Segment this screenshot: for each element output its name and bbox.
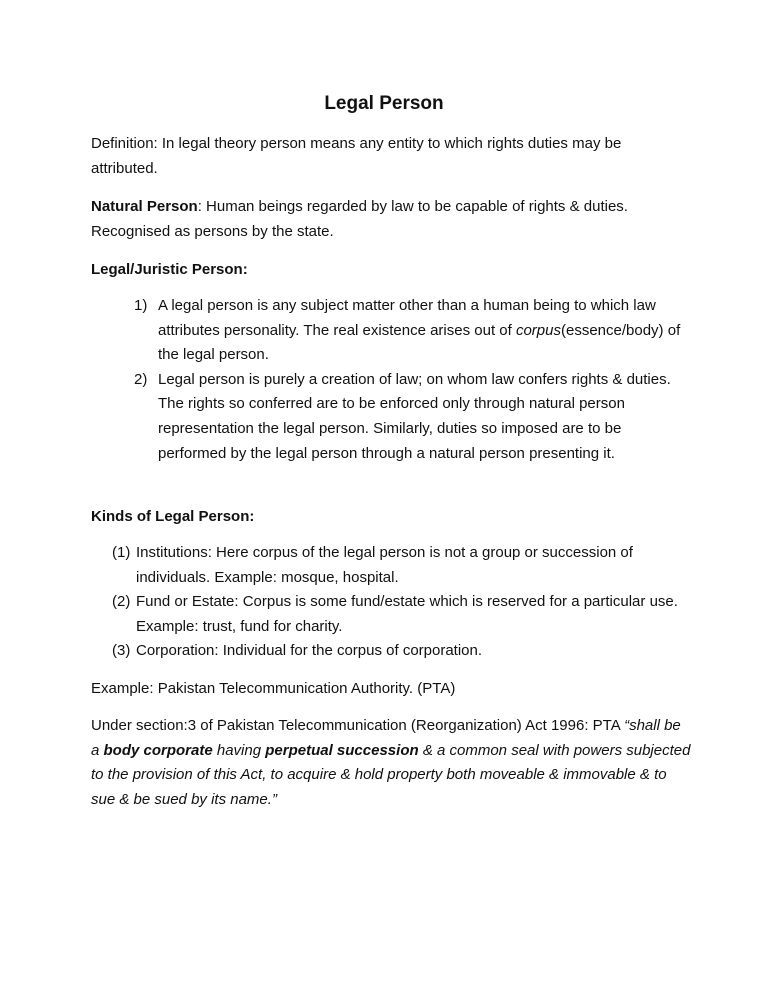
page-title: Legal Person	[324, 93, 444, 114]
section-intro: Under section:3 of Pakistan Telecommunication (Reorganization) Act 1996: PTA	[91, 717, 620, 734]
natural-person-label: Natural Person	[91, 198, 198, 215]
list-number: 1)	[134, 297, 148, 314]
quote-text: having	[212, 741, 266, 759]
example-paragraph: Example: Pakistan Telecommunication Authority. (PTA)	[91, 680, 456, 697]
quote-text: “shall be a	[91, 717, 681, 759]
list-text: A legal person is any subject matter other than a human being to which law attributes personality. The real existence arises out of	[158, 297, 656, 339]
list-text: Corporation: Individual for the corpus of corporation.	[136, 642, 483, 660]
natural-person-paragraph	[91, 195, 691, 244]
list-item	[91, 368, 691, 466]
list-emphasis: corpus	[515, 321, 561, 339]
list-text: (essence/body) of the legal person.	[158, 321, 681, 364]
list-item	[91, 294, 691, 368]
quote-bold-term: body corporate	[103, 741, 213, 759]
list-number: (3)	[112, 642, 131, 660]
definition-text: : In legal theory person means any entity to which rights duties may be attributed.	[91, 135, 622, 177]
juristic-heading: Legal/Juristic Person:	[91, 261, 248, 278]
list-item	[91, 541, 691, 590]
natural-person-text: : Human beings regarded by law to be capable of rights & duties. Recognised as persons by the state.	[91, 198, 628, 240]
list-number: (2)	[112, 593, 131, 611]
list-number: 2)	[134, 370, 148, 388]
quote-bold-term: perpetual succession	[265, 741, 419, 759]
list-text: Institutions: Here corpus of the legal person is not a group or succession of individuals. Example: mosque, hospital.	[136, 544, 633, 586]
kinds-heading: Kinds of Legal Person:	[91, 508, 255, 525]
definition-paragraph	[91, 132, 691, 181]
list-item	[91, 639, 691, 664]
quote-text: & a common seal with powers subjected to the provision of this Act, to acquire & hold property both moveable & immovable & to sue & be sued by its name.”	[91, 741, 691, 808]
list-item	[91, 590, 691, 639]
section-paragraph	[91, 714, 691, 812]
juristic-list	[91, 294, 691, 466]
list-number: (1)	[112, 544, 131, 561]
definition-label: Definition	[91, 135, 154, 152]
list-text: Fund or Estate: Corpus is some fund/estate which is reserved for a particular use. Example: trust, fund for charity.	[136, 593, 678, 635]
kinds-list	[91, 541, 691, 664]
list-text: Legal person is purely a creation of law; on whom law confers rights & duties. The rights so conferred are to be enforced only through natural person representation the legal person. Similarly, duties so imposed are to be performed by the legal person through a natural person presenting it.	[158, 370, 671, 462]
